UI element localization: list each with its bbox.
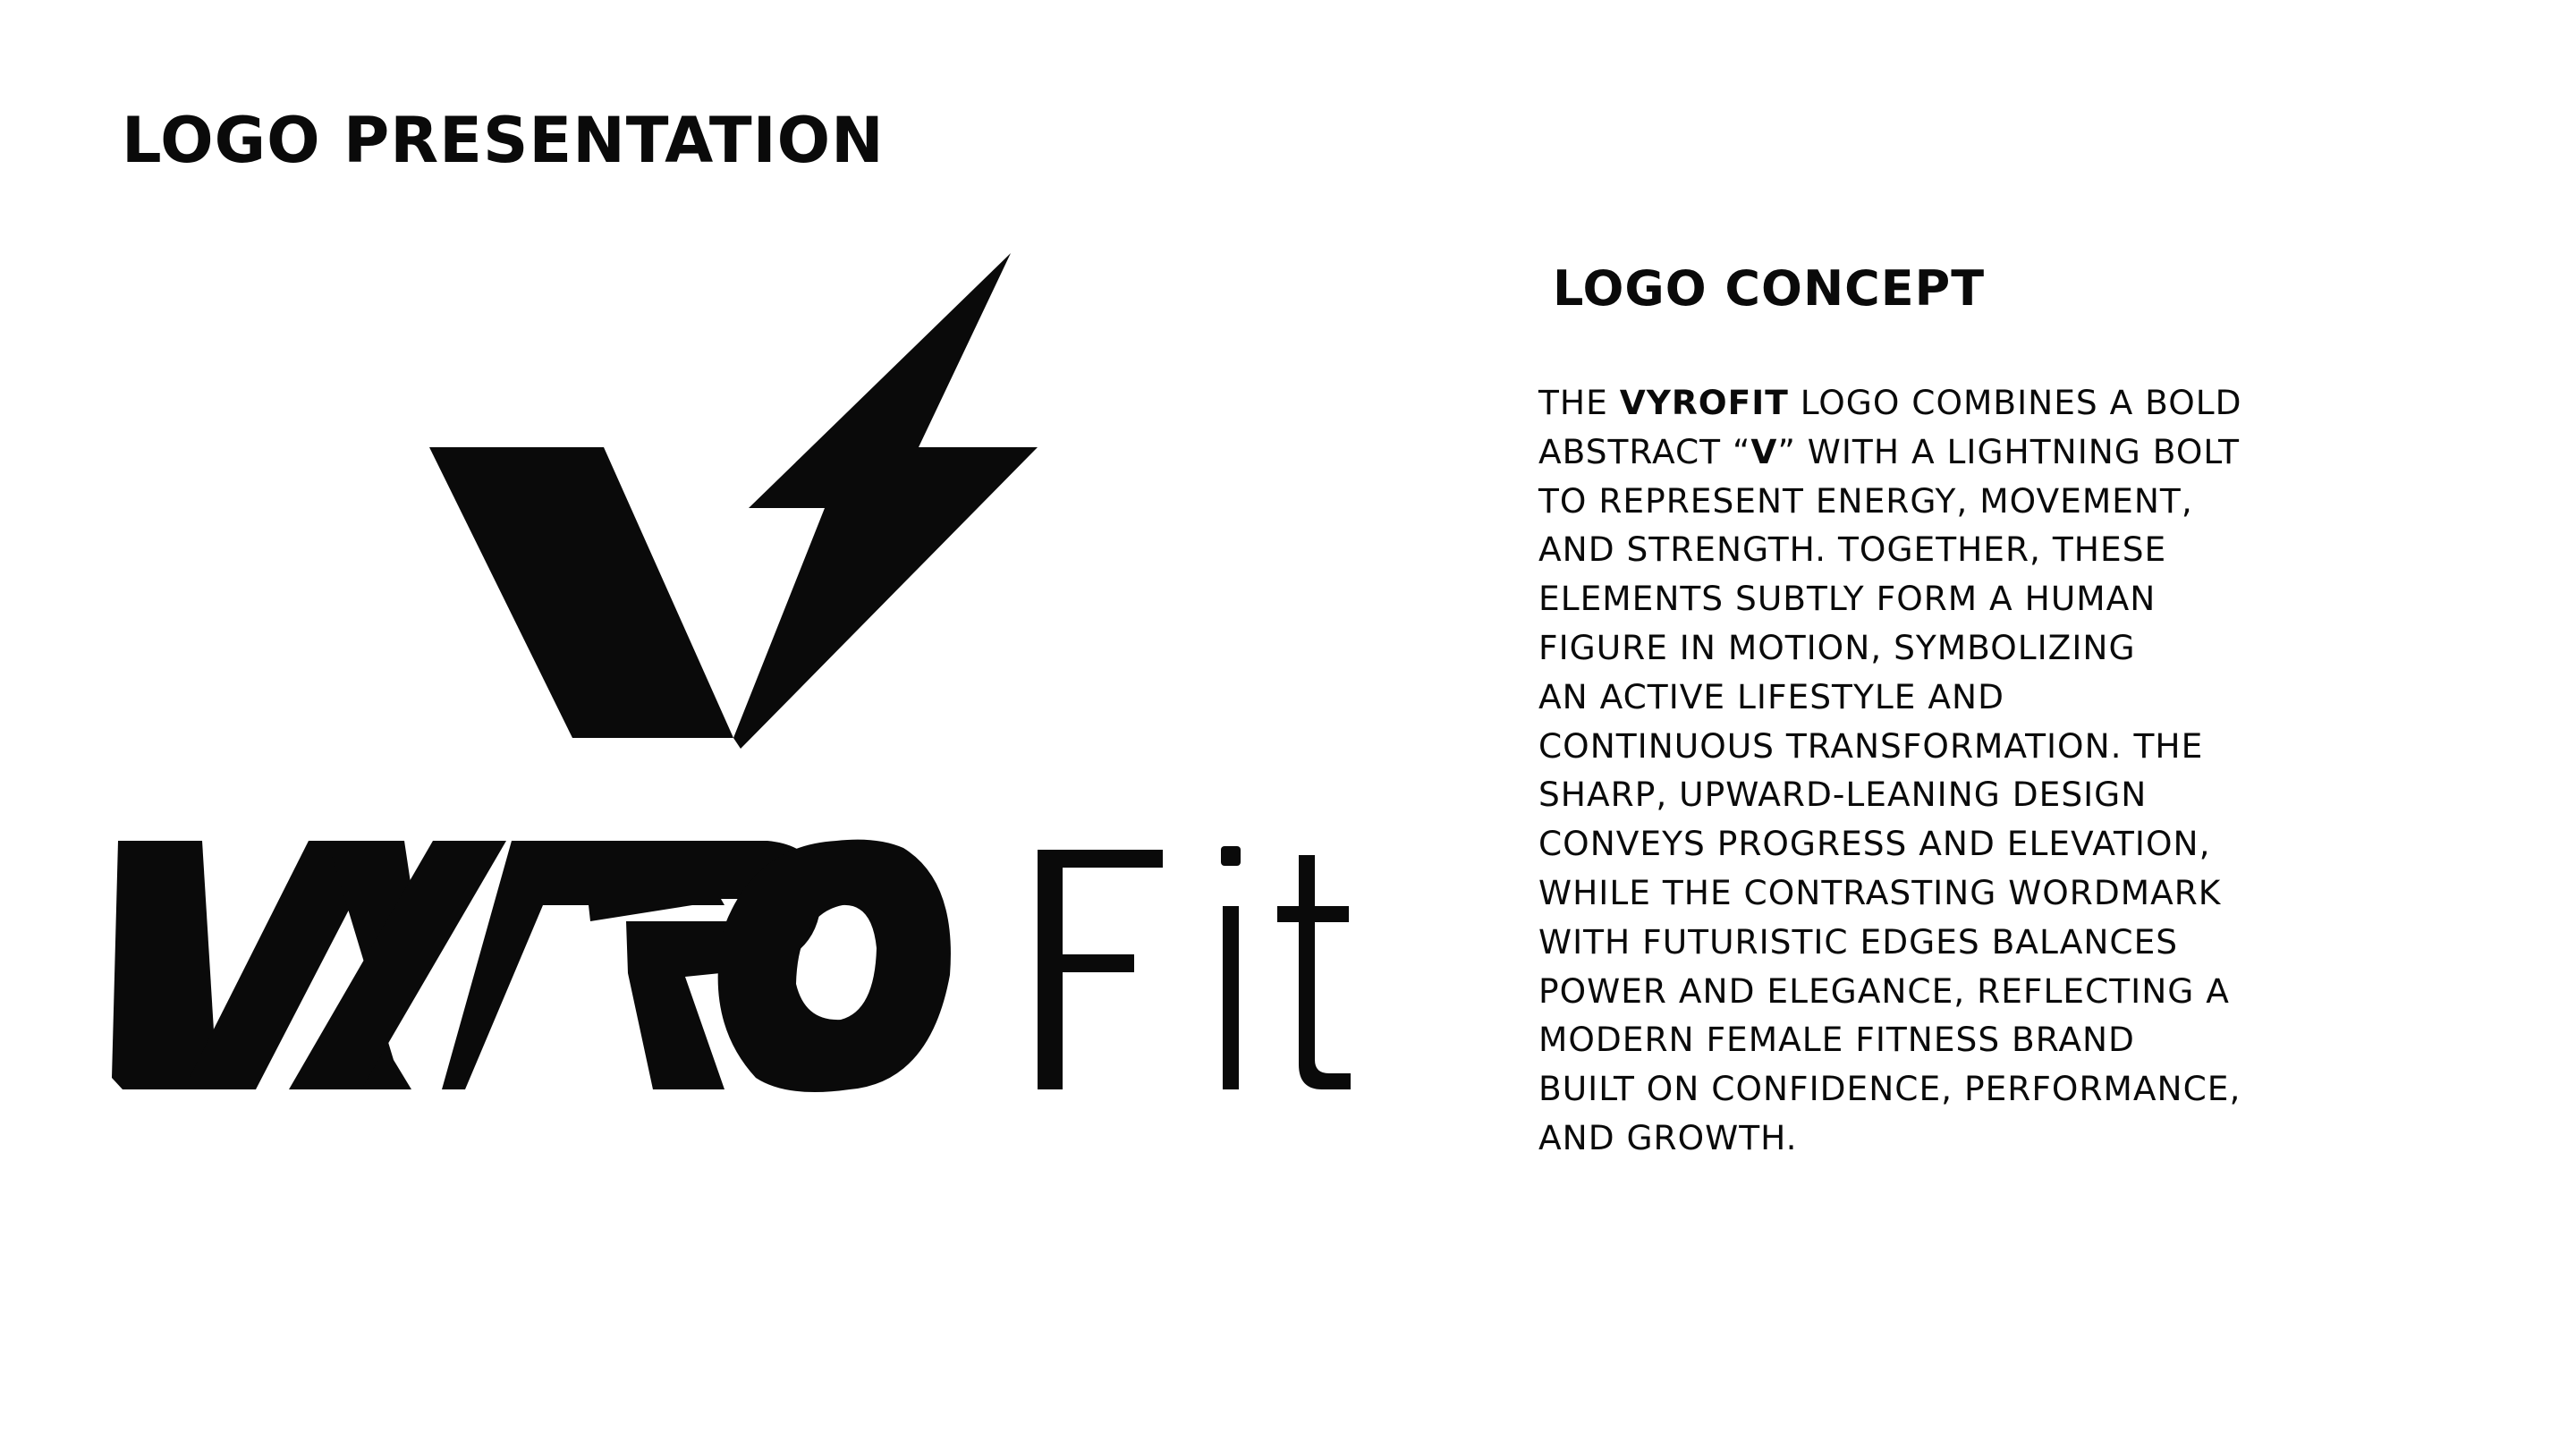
concept-line [1538, 574, 2433, 623]
logo-concept-section [1538, 255, 2433, 1163]
concept-text: CONVEYS PROGRESS AND ELEVATION, [1538, 824, 2211, 864]
concept-text: WHILE THE CONTRASTING WORDMARK [1538, 872, 2222, 912]
concept-line [1538, 967, 2433, 1016]
concept-line [1538, 1015, 2433, 1064]
concept-text: TO REPRESENT ENERGY, MOVEMENT, [1538, 480, 2193, 521]
concept-line [1538, 378, 2433, 428]
concept-text: ELEMENTS SUBTLY FORM A HUMAN [1538, 579, 2157, 619]
concept-line [1538, 918, 2433, 967]
concept-text: FIGURE IN MOTION, SYMBOLIZING [1538, 627, 2136, 667]
concept-line [1538, 623, 2433, 673]
v-lightning-emblem-icon [429, 253, 1038, 749]
concept-text: POWER AND ELEGANCE, REFLECTING A [1538, 970, 2230, 1011]
vyrofit-logo [98, 242, 1404, 1118]
concept-line [1538, 477, 2433, 526]
concept-text: AND GROWTH. [1538, 1117, 1798, 1157]
concept-emphasis: VYROFIT [1619, 383, 1789, 422]
concept-line [1538, 819, 2433, 869]
concept-line [1538, 525, 2433, 574]
concept-line [1538, 673, 2433, 722]
concept-text: AND STRENGTH. TOGETHER, THESE [1538, 530, 2167, 570]
concept-text: LOGO COMBINES A BOLD [1788, 383, 2242, 422]
concept-text: SHARP, UPWARD-LEANING DESIGN [1538, 775, 2148, 815]
concept-text: ” WITH A LIGHTNING BOLT [1777, 431, 2240, 471]
concept-emphasis: V [1750, 431, 1778, 471]
concept-line [1538, 1114, 2433, 1163]
concept-description [1538, 378, 2433, 1163]
concept-title: LOGO CONCEPT [1553, 260, 1986, 317]
concept-line [1538, 1064, 2433, 1114]
concept-text: THE [1538, 383, 1620, 422]
concept-line [1538, 722, 2433, 771]
wordmark-fit [1038, 846, 1351, 1089]
concept-line [1538, 869, 2433, 918]
page-title: LOGO PRESENTATION [122, 104, 885, 177]
concept-line [1538, 770, 2433, 819]
concept-line [1538, 428, 2433, 477]
concept-text: ABSTRACT “ [1538, 431, 1751, 471]
concept-text: WITH FUTURISTIC EDGES BALANCES [1538, 921, 2179, 962]
concept-text: CONTINUOUS TRANSFORMATION. THE [1538, 725, 2204, 766]
concept-text: MODERN FEMALE FITNESS BRAND [1538, 1020, 2135, 1060]
concept-text: AN ACTIVE LIFESTYLE AND [1538, 676, 2004, 716]
wordmark-vyro [112, 840, 951, 1092]
concept-text: BUILT ON CONFIDENCE, PERFORMANCE, [1538, 1069, 2241, 1109]
